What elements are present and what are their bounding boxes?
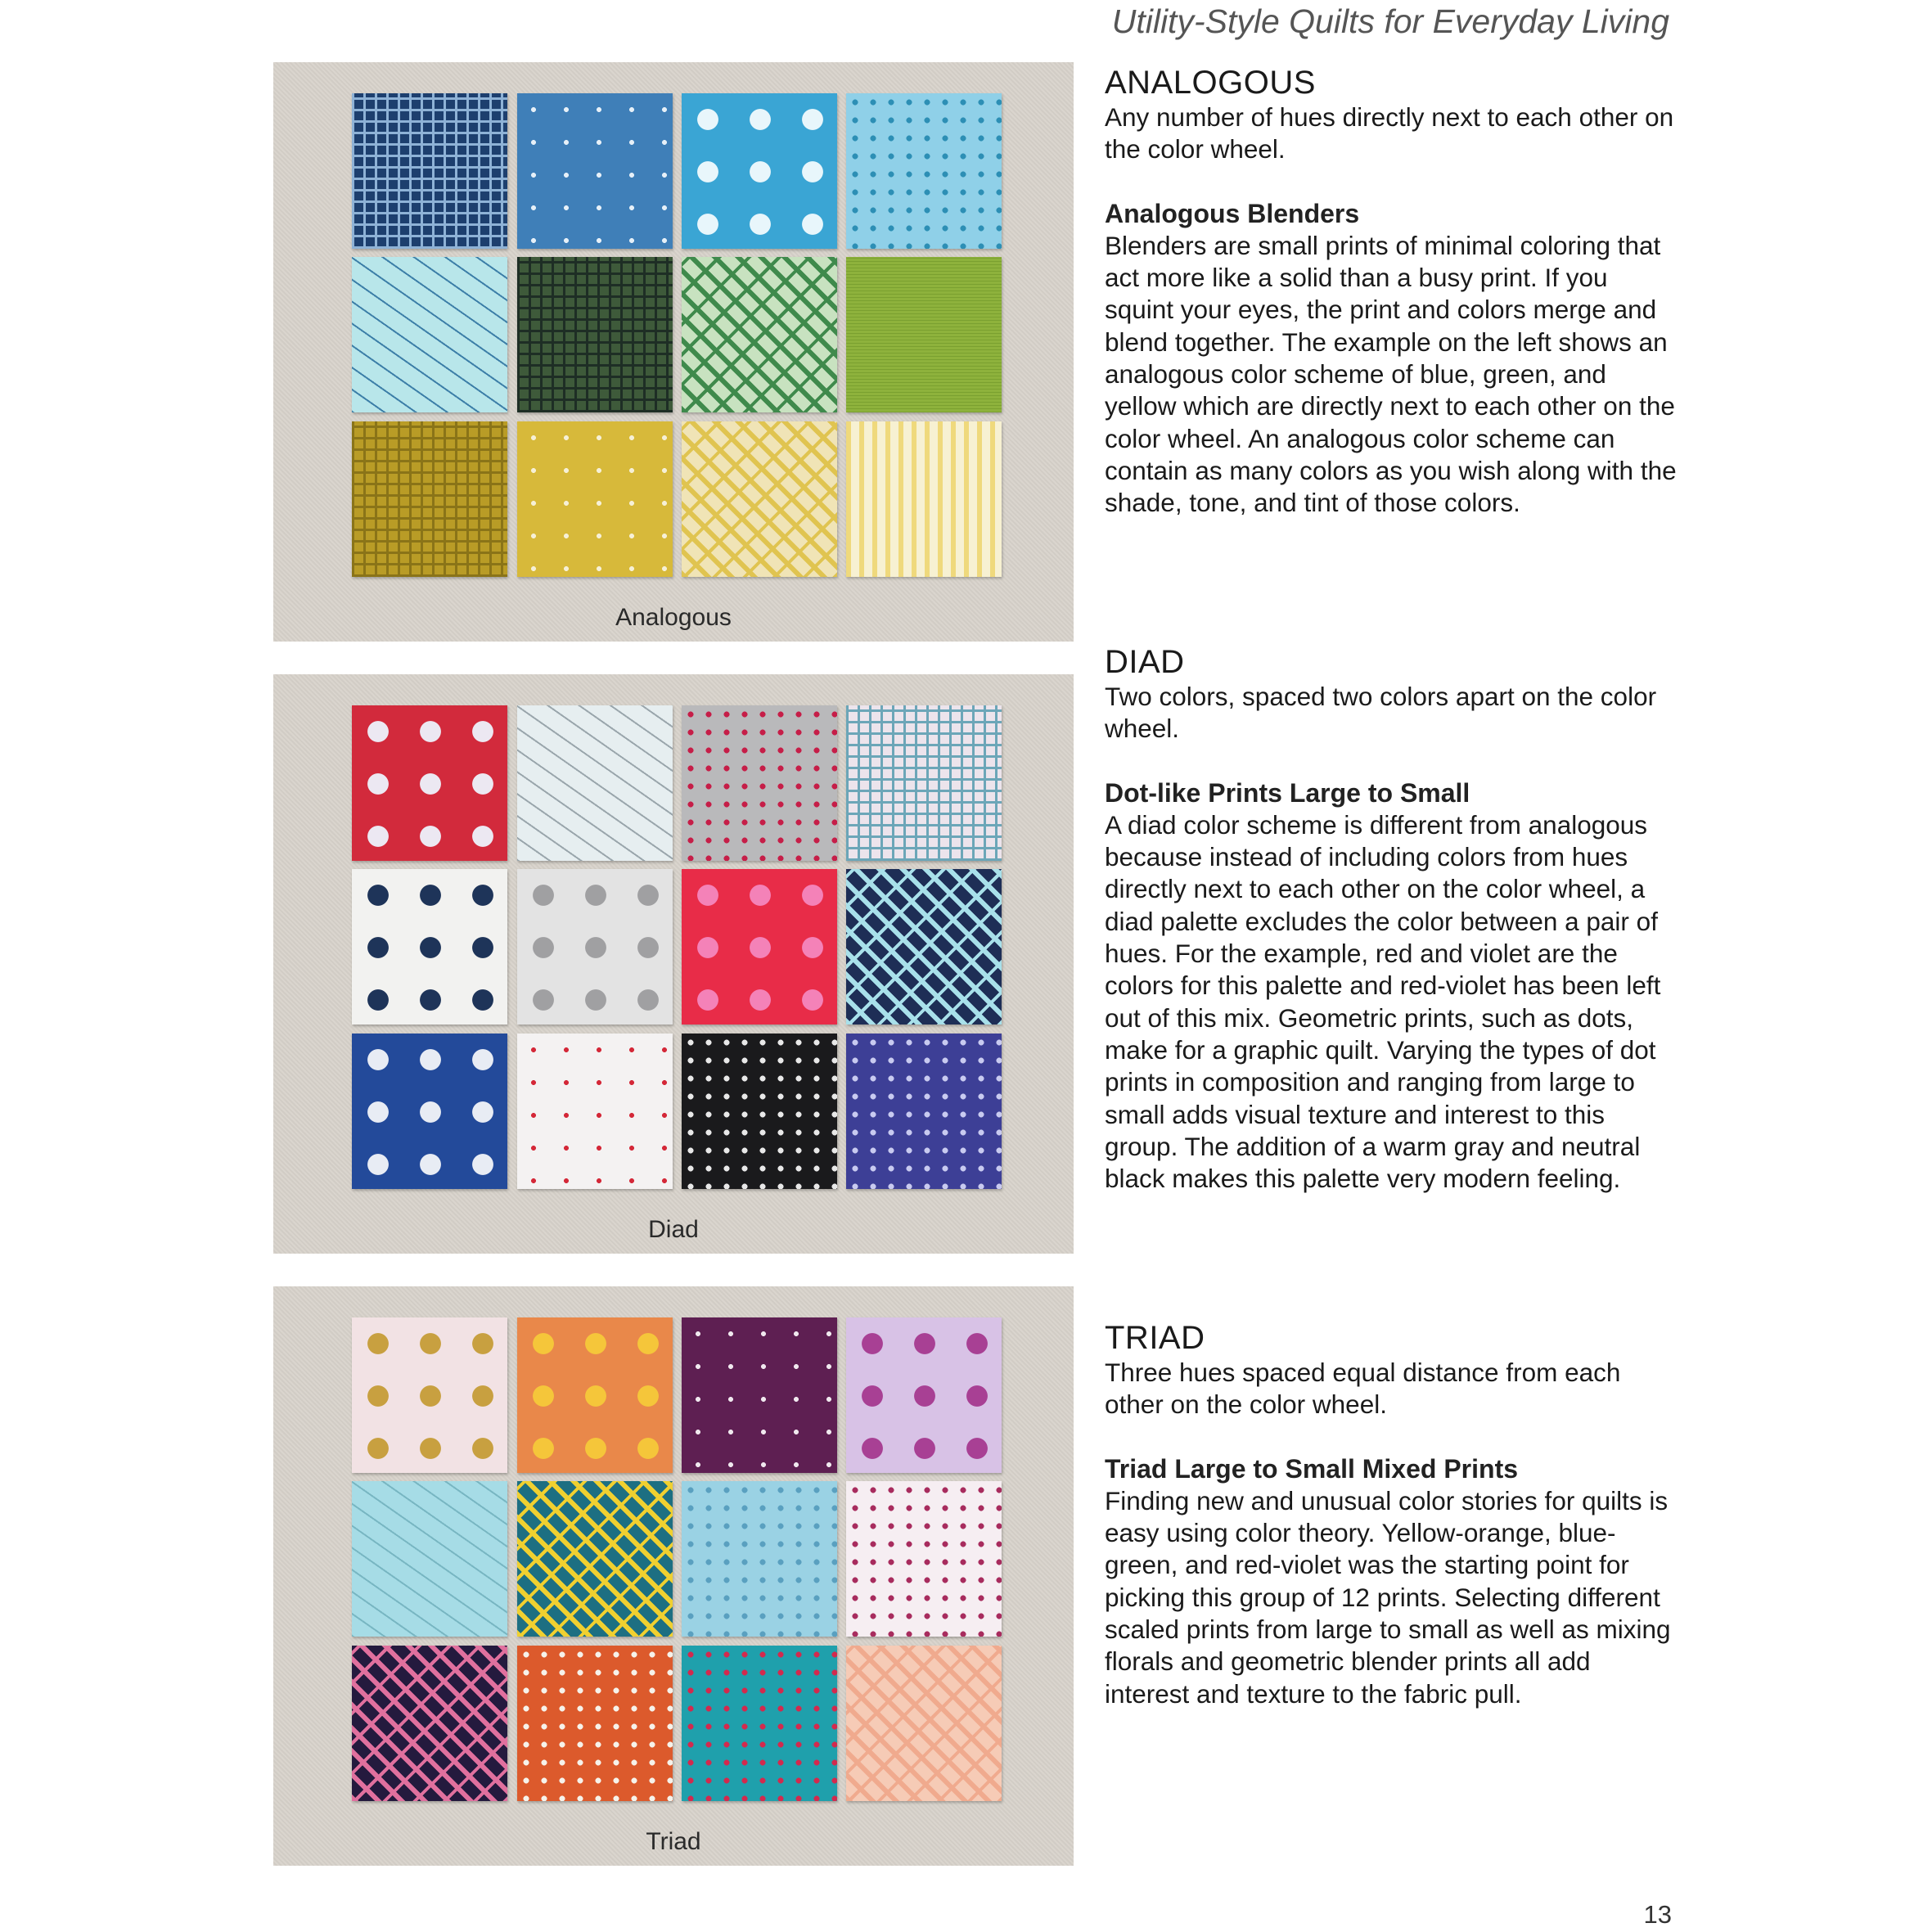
orange-floral-print xyxy=(517,1317,673,1473)
subsection-body: Finding new and unusual color stories for quilts is easy using color theory. Yellow-orange, blue-green, and red-violet was the starting point for picking this group of 12 prints. Selecting different scaled prints from large to small as well as mixing florals and geometric blender prints all add interest and texture to the fabric pull. xyxy=(1105,1485,1671,1709)
white-dandelion-print xyxy=(517,705,673,861)
section-definition: Two colors, spaced two colors apart on the color wheel. xyxy=(1105,682,1657,744)
purple-moon-print xyxy=(682,1317,837,1473)
analogous-section xyxy=(1105,64,1678,520)
lilac-flower-print xyxy=(846,1317,1002,1473)
aqua-tree-print xyxy=(352,1481,507,1637)
aqua-owl-print xyxy=(682,1481,837,1637)
teal-circle-print xyxy=(682,93,837,249)
red-pin-dot-print xyxy=(517,1034,673,1189)
diad-swatch-photo xyxy=(273,674,1074,1254)
blue-cross-print xyxy=(517,93,673,249)
pink-polka-dot-print xyxy=(682,869,837,1025)
subsection-title: Analogous Blenders xyxy=(1105,198,1360,228)
geometric-tile-print xyxy=(846,869,1002,1025)
diad-section xyxy=(1105,643,1678,1195)
running-title: Utility-Style Quilts for Everyday Living xyxy=(1111,2,1669,40)
floral-circle-print xyxy=(352,1317,507,1473)
subsection-body: Blenders are small prints of minimal coloring that act more like a solid than a busy print. If you squint your eyes, the print and colors merge and blend together. The example on the left shows an analogous color scheme of blue, green, and yellow which are directly next to each other on the color wheel. An analogous color scheme can contain as many colors as you wish along with the shade, tone, and tint of those colors. xyxy=(1105,230,1677,518)
photo-caption: Analogous xyxy=(615,604,732,631)
navy-blob-print xyxy=(352,869,507,1025)
yellow-chevron-print xyxy=(682,421,837,577)
orange-daisy-print xyxy=(517,1646,673,1801)
speckle-print xyxy=(846,93,1002,249)
red-circle-print xyxy=(352,705,507,861)
palm-leaf-print xyxy=(517,1481,673,1637)
green-solid-print xyxy=(846,257,1002,412)
navy-crosshatch-print xyxy=(352,93,507,249)
cat-line-print xyxy=(352,257,507,412)
blue-polka-dot-print xyxy=(352,1034,507,1189)
section-definition: Any number of hues directly next to each other on the color wheel. xyxy=(1105,102,1674,164)
section-title: TRIAD xyxy=(1105,1320,1205,1356)
photo-caption: Triad xyxy=(646,1828,701,1855)
gray-tulip-print xyxy=(517,869,673,1025)
subsection-body: A diad color scheme is different from analogous because instead of including colors from hues directly next to each other on the color wheel, a diad palette excludes the color between a pair of hues. For the example, red and violet are the colors for this palette and red-violet has been left out of this mix. Geometric prints, such as dots, make for a graphic quilt. Varying the types of dot prints in composition and ranging from large to small adds visual texture and interest to this group. The addition of a warm gray and neutral black makes this palette very modern feeling. xyxy=(1105,809,1661,1194)
section-definition: Three hues spaced equal distance from each other on the color wheel. xyxy=(1105,1358,1621,1420)
triad-swatch-photo xyxy=(273,1286,1074,1866)
purple-dot-print xyxy=(846,1034,1002,1189)
peach-lattice-print xyxy=(846,1646,1002,1801)
gray-strawberry-print xyxy=(682,705,837,861)
pink-toile-print xyxy=(846,1481,1002,1637)
zigzag-print xyxy=(352,1646,507,1801)
leaf-print xyxy=(682,257,837,412)
tile-medallion-print xyxy=(846,705,1002,861)
section-title: DIAD xyxy=(1105,644,1185,680)
subsection-title: Triad Large to Small Mixed Prints xyxy=(1105,1453,1519,1484)
analogous-swatch-photo xyxy=(273,62,1074,642)
page-number: 13 xyxy=(1643,1900,1672,1929)
teal-geometric-print xyxy=(682,1646,837,1801)
mustard-check-print xyxy=(352,421,507,577)
section-title: ANALOGOUS xyxy=(1105,65,1316,101)
yellow-stripe-print xyxy=(846,421,1002,577)
green-gingham-print xyxy=(517,257,673,412)
yellow-floral-print xyxy=(517,421,673,577)
black-pin-dot-print xyxy=(682,1034,837,1189)
subsection-title: Dot-like Prints Large to Small xyxy=(1105,777,1470,808)
photo-caption: Diad xyxy=(648,1216,699,1243)
triad-section xyxy=(1105,1319,1678,1710)
